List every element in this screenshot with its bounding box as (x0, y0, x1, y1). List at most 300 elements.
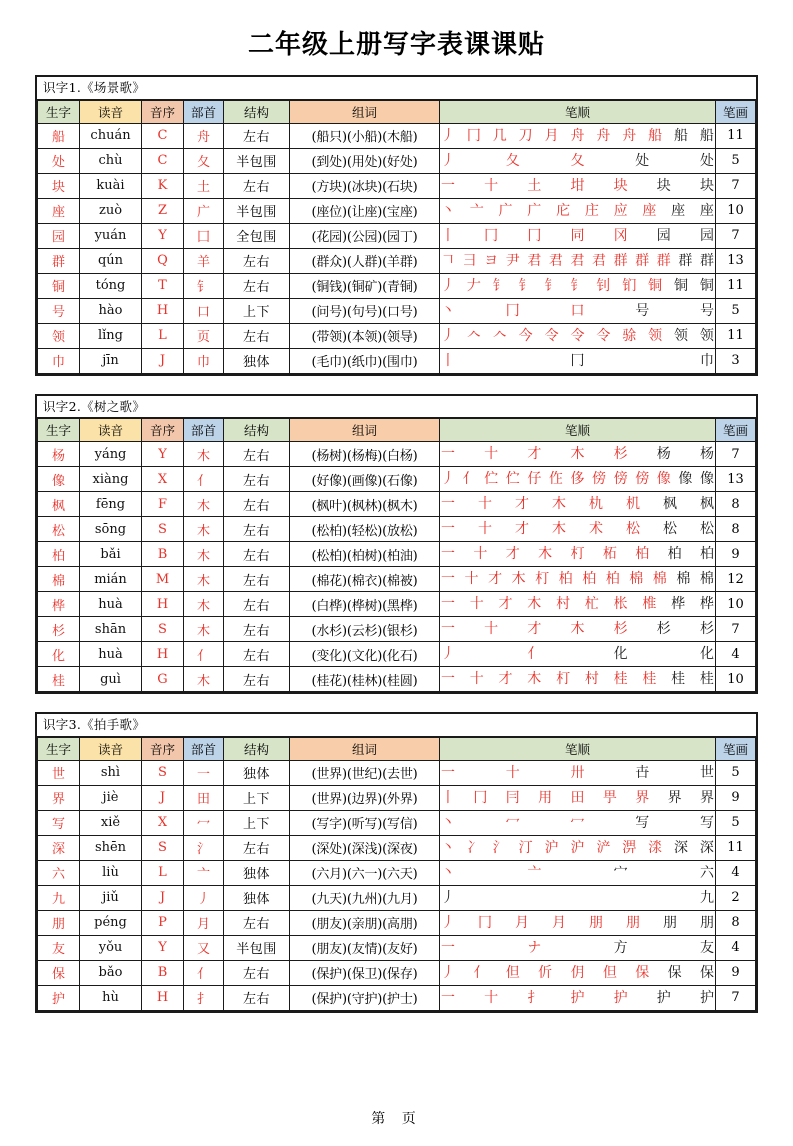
column-header-initial: 音序 (142, 737, 184, 760)
cell-pinyin: yuán (80, 223, 142, 248)
cell-stroke-count: 2 (716, 885, 756, 910)
stroke-glyph: 领 (648, 327, 663, 344)
stroke-glyph: 一 (441, 496, 455, 513)
stroke-glyph: 侈 (570, 471, 585, 488)
cell-initial-letter: H (142, 298, 184, 323)
cell-stroke-order (440, 567, 716, 592)
stroke-glyph: 同 (570, 227, 585, 244)
cell-stroke-order (440, 248, 716, 273)
stroke-glyph: 君 (548, 252, 563, 269)
stroke-glyph: 化 (699, 646, 714, 663)
cell-structure: 独体 (224, 760, 290, 785)
cell-structure: 左右 (224, 910, 290, 935)
cell-stroke-order (440, 960, 716, 985)
stroke-glyph: 浐 (596, 839, 611, 856)
stroke-glyph: 冖 (505, 814, 520, 831)
stroke-sequence (440, 443, 715, 465)
stroke-glyph: 朾 (570, 546, 585, 563)
cell-radical: 亻 (184, 960, 224, 985)
stroke-sequence (440, 150, 715, 172)
stroke-glyph: 杉 (656, 621, 671, 638)
cell-radical: 钅 (184, 273, 224, 298)
cell-pinyin: shēn (80, 835, 142, 860)
column-header-stroke-count: 笔画 (716, 737, 756, 760)
cell-structure: 独体 (224, 348, 290, 373)
stroke-glyph: 十 (484, 446, 499, 463)
cell-character: 杨 (38, 442, 80, 467)
stroke-sequence (440, 300, 715, 322)
table-row (38, 273, 756, 298)
cell-initial-letter: Y (142, 442, 184, 467)
stroke-glyph: 伫 (505, 471, 520, 488)
cell-character: 朋 (38, 910, 80, 935)
cell-pinyin: kuài (80, 173, 142, 198)
worksheet-page (0, 24, 793, 1146)
cell-character: 界 (38, 785, 80, 810)
cell-stroke-order (440, 492, 716, 517)
cell-stroke-order (440, 935, 716, 960)
cell-pinyin: xiàng (80, 467, 142, 492)
cell-words: (保护)(保卫)(保存) (290, 960, 440, 985)
cell-radical: 氵 (184, 835, 224, 860)
stroke-glyph: 丨 (441, 227, 455, 244)
stroke-glyph: 丶 (441, 839, 455, 856)
stroke-glyph: 九 (700, 889, 714, 906)
stroke-glyph: 丶 (441, 302, 455, 319)
cell-initial-letter: M (142, 567, 184, 592)
table-row (38, 985, 756, 1010)
stroke-glyph: 木 (527, 596, 542, 613)
cell-structure: 左右 (224, 960, 290, 985)
cell-stroke-order (440, 785, 716, 810)
stroke-glyph: 写 (700, 814, 714, 831)
stroke-glyph: 保 (667, 964, 682, 981)
stroke-sequence (440, 862, 715, 884)
stroke-glyph: 丿 (441, 471, 455, 488)
stroke-glyph: 船 (699, 127, 714, 144)
table-row (38, 123, 756, 148)
cell-initial-letter: B (142, 542, 184, 567)
cell-stroke-count: 13 (716, 248, 756, 273)
cell-stroke-order (440, 667, 716, 692)
column-header-pinyin: 读音 (80, 100, 142, 123)
cell-radical: 木 (184, 567, 224, 592)
stroke-glyph: 领 (674, 327, 689, 344)
column-header-pinyin: 读音 (80, 419, 142, 442)
cell-pinyin: yáng (80, 442, 142, 467)
cell-words: (六月)(六一)(六天) (290, 860, 440, 885)
cell-radical: 田 (184, 785, 224, 810)
stroke-glyph: 舟 (596, 127, 611, 144)
stroke-glyph: 松 (626, 521, 640, 538)
cell-character: 桂 (38, 667, 80, 692)
stroke-glyph: 𠆢 (466, 327, 481, 344)
stroke-glyph: 朋 (663, 914, 677, 931)
stroke-glyph: 保 (635, 964, 650, 981)
cell-structure: 左右 (224, 667, 290, 692)
page-title: 二年级上册写字表课课贴 (247, 30, 545, 60)
stroke-glyph: 才 (515, 496, 529, 513)
cell-stroke-count: 11 (716, 835, 756, 860)
table-row (38, 617, 756, 642)
cell-words: (世界)(边界)(外界) (290, 785, 440, 810)
cell-radical: 口 (184, 298, 224, 323)
stroke-glyph: 一 (441, 764, 455, 781)
table-row (38, 248, 756, 273)
stroke-sequence (440, 493, 715, 515)
cell-structure: 半包围 (224, 198, 290, 223)
stroke-glyph: 枨 (613, 596, 628, 613)
column-header-structure: 结构 (224, 419, 290, 442)
stroke-glyph: 船 (674, 127, 689, 144)
cell-initial-letter: Y (142, 223, 184, 248)
stroke-glyph: 庀 (556, 202, 571, 219)
cell-radical: 又 (184, 935, 224, 960)
column-header-initial: 音序 (142, 100, 184, 123)
stroke-glyph: 群 (613, 252, 628, 269)
cell-initial-letter: S (142, 517, 184, 542)
stroke-glyph: 椎 (642, 596, 657, 613)
stroke-glyph: ⺕ (462, 252, 477, 269)
cell-pinyin: guì (80, 667, 142, 692)
stroke-glyph: 十 (505, 764, 520, 781)
cell-stroke-count: 5 (716, 298, 756, 323)
character-table (37, 100, 756, 374)
cell-stroke-order (440, 148, 716, 173)
stroke-glyph: 伫 (484, 471, 499, 488)
cell-radical: 一 (184, 760, 224, 785)
cell-initial-letter: S (142, 835, 184, 860)
stroke-glyph: 界 (700, 789, 714, 806)
cell-stroke-order (440, 642, 716, 667)
cell-stroke-count: 3 (716, 348, 756, 373)
stroke-glyph: 丿 (441, 277, 455, 294)
stroke-sequence (440, 225, 715, 247)
stroke-glyph: 冂 (478, 914, 492, 931)
stroke-sequence (440, 762, 715, 784)
stroke-glyph: 应 (613, 202, 628, 219)
cell-character: 松 (38, 517, 80, 542)
stroke-glyph: 船 (648, 127, 663, 144)
stroke-glyph: 方 (613, 939, 628, 956)
stroke-glyph: 园 (699, 227, 714, 244)
table-row (38, 642, 756, 667)
stroke-glyph: 君 (527, 252, 542, 269)
cell-initial-letter: S (142, 760, 184, 785)
stroke-glyph: 君 (570, 252, 585, 269)
cell-stroke-count: 11 (716, 323, 756, 348)
stroke-glyph: 杉 (699, 621, 714, 638)
stroke-sequence (440, 568, 715, 590)
cell-words: (座位)(让座)(宝座) (290, 198, 440, 223)
cell-stroke-count: 9 (716, 542, 756, 567)
stroke-glyph: 傍 (613, 471, 628, 488)
stroke-glyph: 一 (441, 939, 455, 956)
stroke-glyph: 棉 (676, 571, 691, 588)
stroke-glyph: 丿 (441, 964, 455, 981)
stroke-glyph: 伒 (538, 964, 553, 981)
stroke-glyph: 一 (441, 546, 455, 563)
stroke-glyph: 柏 (667, 546, 682, 563)
stroke-glyph: 深 (674, 839, 689, 856)
stroke-glyph: 丶 (441, 202, 455, 219)
cell-structure: 左右 (224, 517, 290, 542)
cell-radical: 亠 (184, 860, 224, 885)
stroke-glyph: 十 (464, 571, 479, 588)
cell-structure: 左右 (224, 273, 290, 298)
stroke-glyph: 钊 (596, 277, 611, 294)
stroke-glyph: 棉 (699, 571, 714, 588)
table-row (38, 542, 756, 567)
stroke-glyph: 夂 (505, 152, 520, 169)
cell-stroke-order (440, 442, 716, 467)
stroke-glyph: 氵 (492, 839, 507, 856)
stroke-glyph: 枫 (700, 496, 714, 513)
stroke-glyph: 傍 (635, 471, 650, 488)
cell-pinyin: shì (80, 760, 142, 785)
stroke-glyph: ヨ (484, 252, 499, 269)
stroke-glyph: 十 (484, 177, 499, 194)
cell-character: 写 (38, 810, 80, 835)
cell-character: 友 (38, 935, 80, 960)
cell-pinyin: huà (80, 592, 142, 617)
stroke-glyph: 丨 (441, 789, 455, 806)
cell-words: (朋友)(友情)(友好) (290, 935, 440, 960)
stroke-glyph: 村 (584, 671, 599, 688)
cell-character: 枫 (38, 492, 80, 517)
stroke-glyph: 钅 (544, 277, 559, 294)
cell-stroke-order (440, 123, 716, 148)
stroke-sequence (440, 175, 715, 197)
cell-stroke-order (440, 173, 716, 198)
cell-initial-letter: L (142, 323, 184, 348)
cell-stroke-order (440, 517, 716, 542)
cell-character: 船 (38, 123, 80, 148)
table-row (38, 885, 756, 910)
character-table (37, 737, 756, 1011)
cell-stroke-order (440, 223, 716, 248)
cell-stroke-order (440, 273, 716, 298)
stroke-glyph: 术 (589, 521, 603, 538)
stroke-glyph: 护 (570, 989, 585, 1006)
cell-words: (朋友)(亲朋)(高朋) (290, 910, 440, 935)
stroke-glyph: 群 (699, 252, 714, 269)
cell-stroke-count: 10 (716, 592, 756, 617)
cell-character: 巾 (38, 348, 80, 373)
stroke-glyph: 号 (700, 302, 714, 319)
cell-stroke-order (440, 810, 716, 835)
stroke-glyph: 像 (699, 471, 714, 488)
table-header-row (38, 100, 756, 123)
cell-words: (问号)(句号)(口号) (290, 298, 440, 323)
stroke-glyph: 界 (667, 789, 682, 806)
lesson-section (35, 394, 758, 695)
stroke-glyph: 铜 (674, 277, 689, 294)
table-row (38, 785, 756, 810)
stroke-glyph: 才 (527, 446, 542, 463)
stroke-glyph: 像 (656, 471, 671, 488)
cell-stroke-order (440, 198, 716, 223)
cell-pinyin: péng (80, 910, 142, 935)
table-row (38, 592, 756, 617)
cell-stroke-count: 7 (716, 617, 756, 642)
cell-initial-letter: S (142, 617, 184, 642)
cell-initial-letter: C (142, 148, 184, 173)
stroke-glyph: 冂 (473, 789, 488, 806)
stroke-glyph: 群 (635, 252, 650, 269)
cell-pinyin: xiě (80, 810, 142, 835)
cell-pinyin: hào (80, 298, 142, 323)
cell-initial-letter: Y (142, 935, 184, 960)
cell-pinyin: jiè (80, 785, 142, 810)
cell-words: (群众)(人群)(羊群) (290, 248, 440, 273)
stroke-glyph: 处 (635, 152, 650, 169)
cell-radical: 丿 (184, 885, 224, 910)
stroke-glyph: 杨 (656, 446, 671, 463)
table-row (38, 198, 756, 223)
stroke-glyph: 一 (441, 596, 455, 613)
cell-character: 块 (38, 173, 80, 198)
cell-words: (桂花)(桂林)(桂圆) (290, 667, 440, 692)
column-header-words: 组词 (290, 737, 440, 760)
stroke-glyph: 扌 (527, 989, 542, 1006)
cell-character: 九 (38, 885, 80, 910)
stroke-glyph: 冃 (505, 789, 520, 806)
table-row (38, 860, 756, 885)
stroke-glyph: 𠆢 (492, 327, 507, 344)
cell-stroke-order (440, 760, 716, 785)
cell-radical: 木 (184, 667, 224, 692)
cell-initial-letter: Q (142, 248, 184, 273)
stroke-glyph: 界 (635, 789, 650, 806)
cell-initial-letter: T (142, 273, 184, 298)
cell-initial-letter: J (142, 885, 184, 910)
cell-character: 像 (38, 467, 80, 492)
stroke-glyph: 写 (635, 814, 650, 831)
stroke-glyph: 傍 (592, 471, 607, 488)
stroke-glyph: 亠 (469, 202, 484, 219)
cell-initial-letter: Z (142, 198, 184, 223)
stroke-glyph: 木 (511, 571, 526, 588)
stroke-glyph: 亻 (527, 646, 542, 663)
cell-initial-letter: H (142, 592, 184, 617)
stroke-glyph: 护 (656, 989, 671, 1006)
stroke-glyph: 块 (656, 177, 671, 194)
cell-structure: 左右 (224, 248, 290, 273)
cell-words: (毛巾)(纸巾)(围巾) (290, 348, 440, 373)
table-row (38, 960, 756, 985)
cell-radical: 木 (184, 617, 224, 642)
stroke-glyph: 汀 (518, 839, 533, 856)
cell-character: 群 (38, 248, 80, 273)
cell-stroke-count: 7 (716, 442, 756, 467)
cell-character: 深 (38, 835, 80, 860)
table-row (38, 442, 756, 467)
stroke-glyph: 舟 (622, 127, 637, 144)
stroke-glyph: 才 (498, 671, 513, 688)
stroke-glyph: 几 (492, 127, 507, 144)
cell-radical: 广 (184, 198, 224, 223)
cell-structure: 独体 (224, 860, 290, 885)
stroke-glyph: 田 (570, 789, 585, 806)
cell-stroke-order (440, 985, 716, 1010)
table-row (38, 323, 756, 348)
cell-stroke-order (440, 835, 716, 860)
cell-initial-letter: F (142, 492, 184, 517)
cell-stroke-order (440, 885, 716, 910)
lesson-section (35, 712, 758, 1013)
cell-pinyin: liù (80, 860, 142, 885)
cell-radical: 亻 (184, 642, 224, 667)
stroke-glyph: 仴 (570, 964, 585, 981)
stroke-glyph: 用 (538, 789, 553, 806)
stroke-glyph: 冈 (613, 227, 628, 244)
stroke-glyph: 柏 (582, 571, 597, 588)
stroke-sequence (440, 250, 715, 272)
cell-character: 铜 (38, 273, 80, 298)
column-header-stroke-order: 笔顺 (440, 737, 716, 760)
stroke-glyph: 铜 (699, 277, 714, 294)
cell-structure: 左右 (224, 323, 290, 348)
cell-words: (保护)(守护)(护士) (290, 985, 440, 1010)
cell-radical: 囗 (184, 223, 224, 248)
stroke-glyph: 柏 (700, 546, 714, 563)
stroke-glyph: 桂 (699, 671, 714, 688)
table-row (38, 835, 756, 860)
cell-structure: 独体 (224, 885, 290, 910)
column-header-radical: 部首 (184, 419, 224, 442)
stroke-glyph: 冖 (570, 814, 585, 831)
stroke-glyph: 亻 (462, 471, 477, 488)
stroke-glyph: 友 (699, 939, 714, 956)
cell-stroke-count: 4 (716, 935, 756, 960)
cell-radical: 夂 (184, 148, 224, 173)
stroke-glyph: 木 (570, 621, 585, 638)
cell-radical: 月 (184, 910, 224, 935)
cell-stroke-count: 11 (716, 123, 756, 148)
stroke-glyph: 朾 (535, 571, 550, 588)
cell-words: (花园)(公园)(园丁) (290, 223, 440, 248)
stroke-glyph: 才 (498, 596, 513, 613)
stroke-glyph: 丨 (441, 352, 455, 369)
cell-words: (到处)(用处)(好处) (290, 148, 440, 173)
cell-pinyin: qún (80, 248, 142, 273)
stroke-glyph: 化 (613, 646, 628, 663)
cell-words: (好像)(画像)(石像) (290, 467, 440, 492)
stroke-glyph: 夂 (570, 152, 585, 169)
column-header-char: 生字 (38, 419, 80, 442)
stroke-glyph: 冂 (527, 227, 542, 244)
cell-initial-letter: J (142, 348, 184, 373)
cell-radical: 舟 (184, 123, 224, 148)
stroke-glyph: 才 (527, 621, 542, 638)
cell-structure: 全包围 (224, 223, 290, 248)
table-row (38, 935, 756, 960)
stroke-glyph: 柏 (635, 546, 650, 563)
cell-stroke-count: 10 (716, 667, 756, 692)
cell-initial-letter: X (142, 810, 184, 835)
stroke-glyph: 座 (642, 202, 657, 219)
cell-pinyin: yǒu (80, 935, 142, 960)
stroke-glyph: ナ (527, 939, 542, 956)
stroke-glyph: 机 (626, 496, 640, 513)
stroke-glyph: 像 (678, 471, 693, 488)
cell-structure: 上下 (224, 298, 290, 323)
cell-character: 柏 (38, 542, 80, 567)
cell-radical: 扌 (184, 985, 224, 1010)
column-header-radical: 部首 (184, 100, 224, 123)
stroke-glyph: 杨 (699, 446, 714, 463)
